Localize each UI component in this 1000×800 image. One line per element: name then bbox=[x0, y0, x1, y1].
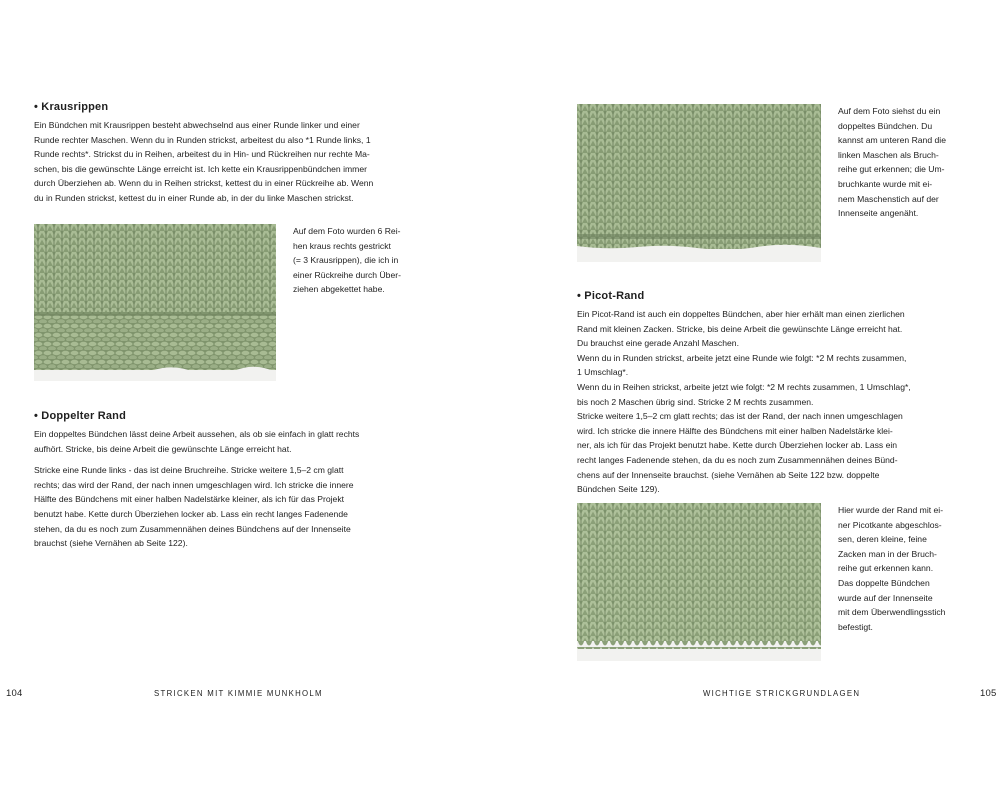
caption-line: kannst am unteren Rand die bbox=[838, 135, 946, 146]
doppelter-rand-caption bbox=[838, 104, 978, 221]
doppelter-rand-photo bbox=[577, 104, 821, 262]
doppelter-rand-heading: • Doppelter Rand bbox=[34, 410, 127, 422]
picot-rand-heading: • Picot-Rand bbox=[577, 290, 645, 302]
page-number-left: 104 bbox=[6, 688, 23, 699]
caption-line: nem Maschenstich auf der bbox=[838, 193, 939, 204]
text-line: durch Überziehen ab. Wenn du in Reihen strickst, kettest du in einer Rückreihe ab. Wenn bbox=[34, 178, 374, 189]
caption-line: Hier wurde der Rand mit ei- bbox=[838, 505, 944, 515]
krausrippen-heading: • Krausrippen bbox=[34, 101, 109, 113]
text-line: Ein doppeltes Bündchen lässt deine Arbeit aussehen, als ob sie einfach in glatt rechts bbox=[34, 429, 360, 439]
text-line: wird. Ich stricke die innere Hälfte des Bündchens mit einer halben Nadelstärke klei- bbox=[577, 425, 893, 436]
caption-line: bruchkante wurde mit ei- bbox=[838, 178, 933, 189]
caption-line: ner Picotkante abgeschlos- bbox=[838, 519, 942, 530]
text-line: Ein Picot-Rand ist auch ein doppeltes Bündchen, aber hier erhält man einen zierlichen bbox=[577, 309, 905, 319]
text-line: brauchst (siehe Vernähen ab Seite 122). bbox=[34, 538, 188, 549]
text-line: ner, als ich für das Projekt benutzt habe. Kette durch Überziehen locker ab. Lass ein bbox=[577, 440, 898, 451]
caption-line: mit dem Überwendlingsstich bbox=[838, 607, 946, 618]
caption-line: reihe gut erkennen kann. bbox=[838, 563, 934, 574]
picot-rand-photo bbox=[577, 503, 821, 661]
caption-line: linken Maschen als Bruch- bbox=[838, 149, 939, 160]
caption-line: wurde auf der Innenseite bbox=[838, 592, 933, 603]
caption-line: Zacken man in der Bruch- bbox=[838, 548, 937, 559]
text-line: aufhört. Stricke, bis deine Arbeit die gewünschte Länge erreicht hat. bbox=[34, 443, 292, 454]
garter-rib-knit-icon bbox=[34, 224, 276, 381]
text-line: Ein Bündchen mit Krausrippen besteht abwechselnd aus einer Runde linker und einer bbox=[34, 120, 360, 130]
text-line: recht langes Fadenende stehen, da du es noch zum Zusammennähen deines Bünd- bbox=[577, 454, 898, 465]
text-line: Hälfte des Bündchens mit einer halben Nadelstärke kleiner, als ich für das Projekt bbox=[34, 494, 345, 505]
text-line: 1 Umschlag*. bbox=[577, 367, 629, 378]
caption-line: befestigt. bbox=[838, 621, 873, 632]
text-line: Bündchen Seite 129). bbox=[577, 484, 660, 495]
text-line: stehen, da du es noch zum Zusammennähen deines Bündchens auf der Innenseite bbox=[34, 523, 351, 534]
text-line: chens auf der Innenseite brauchst. (siehe Vernähen ab Seite 122 bzw. doppelte bbox=[577, 469, 880, 480]
caption-line: Auf dem Foto wurden 6 Rei- bbox=[293, 226, 401, 236]
text-line: Runde rechts*. Strickst du in Reihen, arbeitest du in Hin- und Rückreihen nur rechte Ma- bbox=[34, 149, 370, 160]
caption-line: (= 3 Krausrippen), die ich in bbox=[293, 255, 399, 266]
caption-line: doppeltes Bündchen. Du bbox=[838, 120, 933, 131]
caption-line: hen kraus rechts gestrickt bbox=[293, 240, 391, 251]
text-line: Stricke eine Runde links - das ist deine Bruchreihe. Stricke weitere 1,5–2 cm glatt bbox=[34, 465, 344, 476]
text-line: schen, bis die gewünschte Länge erreicht ist. Ich kette ein Krausrippenbündchen immer bbox=[34, 163, 367, 174]
text-line: Rand mit kleinen Zacken. Stricke, bis deine Arbeit die gewünschte Länge erreicht hat. bbox=[577, 323, 903, 334]
caption-line: ziehen abgekettet habe. bbox=[293, 284, 385, 295]
text-line: bis noch 2 Maschen übrig sind. Stricke 2 M rechts zusammen. bbox=[577, 396, 814, 407]
text-line: Wenn du in Reihen strickst, arbeite jetzt wie folgt: *2 M rechts zusammen, 1 Umschlag*, bbox=[577, 381, 911, 392]
text-line: Stricke weitere 1,5–2 cm glatt rechts; das ist der Rand, der nach innen umgeschlagen bbox=[577, 411, 903, 422]
running-head-right: WICHTIGE STRICKGRUNDLAGEN bbox=[703, 689, 861, 698]
page-number-right: 105 bbox=[980, 688, 997, 699]
double-hem-knit-icon bbox=[577, 104, 821, 262]
krausrippen-photo bbox=[34, 224, 276, 381]
text-line: rechts; das wird der Rand, der nach innen umgeschlagen wird. Ich stricke die innere bbox=[34, 479, 354, 490]
text-line: Du brauchst eine gerade Anzahl Maschen. bbox=[577, 338, 739, 349]
picot-rand-caption bbox=[838, 503, 978, 634]
caption-line: Das doppelte Bündchen bbox=[838, 577, 930, 588]
text-line: Wenn du in Runden strickst, arbeite jetzt eine Runde wie folgt: *2 M rechts zusammen, bbox=[577, 352, 907, 363]
running-head-left: STRICKEN MIT KIMMIE MUNKHOLM bbox=[154, 689, 323, 698]
text-line: benutzt habe. Kette durch Überziehen locker ab. Lass ein recht langes Fadenende bbox=[34, 508, 348, 519]
krausrippen-caption bbox=[293, 224, 433, 297]
text-line: du in Runden strickst, kettest du in einer Runde ab, in der du linke Maschen strickst. bbox=[34, 192, 354, 203]
caption-line: reihe gut erkennen; die Um- bbox=[838, 164, 945, 175]
krausrippen-body bbox=[34, 118, 474, 206]
doppelter-rand-body bbox=[34, 427, 474, 551]
right-page bbox=[500, 0, 1000, 800]
caption-line: Auf dem Foto siehst du ein bbox=[838, 106, 941, 116]
caption-line: einer Rückreihe durch Über- bbox=[293, 269, 401, 280]
caption-line: sen, deren kleine, feine bbox=[838, 534, 927, 545]
picot-hem-knit-icon bbox=[577, 503, 821, 661]
picot-rand-body bbox=[577, 307, 997, 497]
caption-line: Innenseite angenäht. bbox=[838, 208, 919, 219]
text-line: Runde rechter Maschen. Wenn du in Runden strickst, arbeitest du also *1 Runde links, 1 bbox=[34, 134, 371, 145]
